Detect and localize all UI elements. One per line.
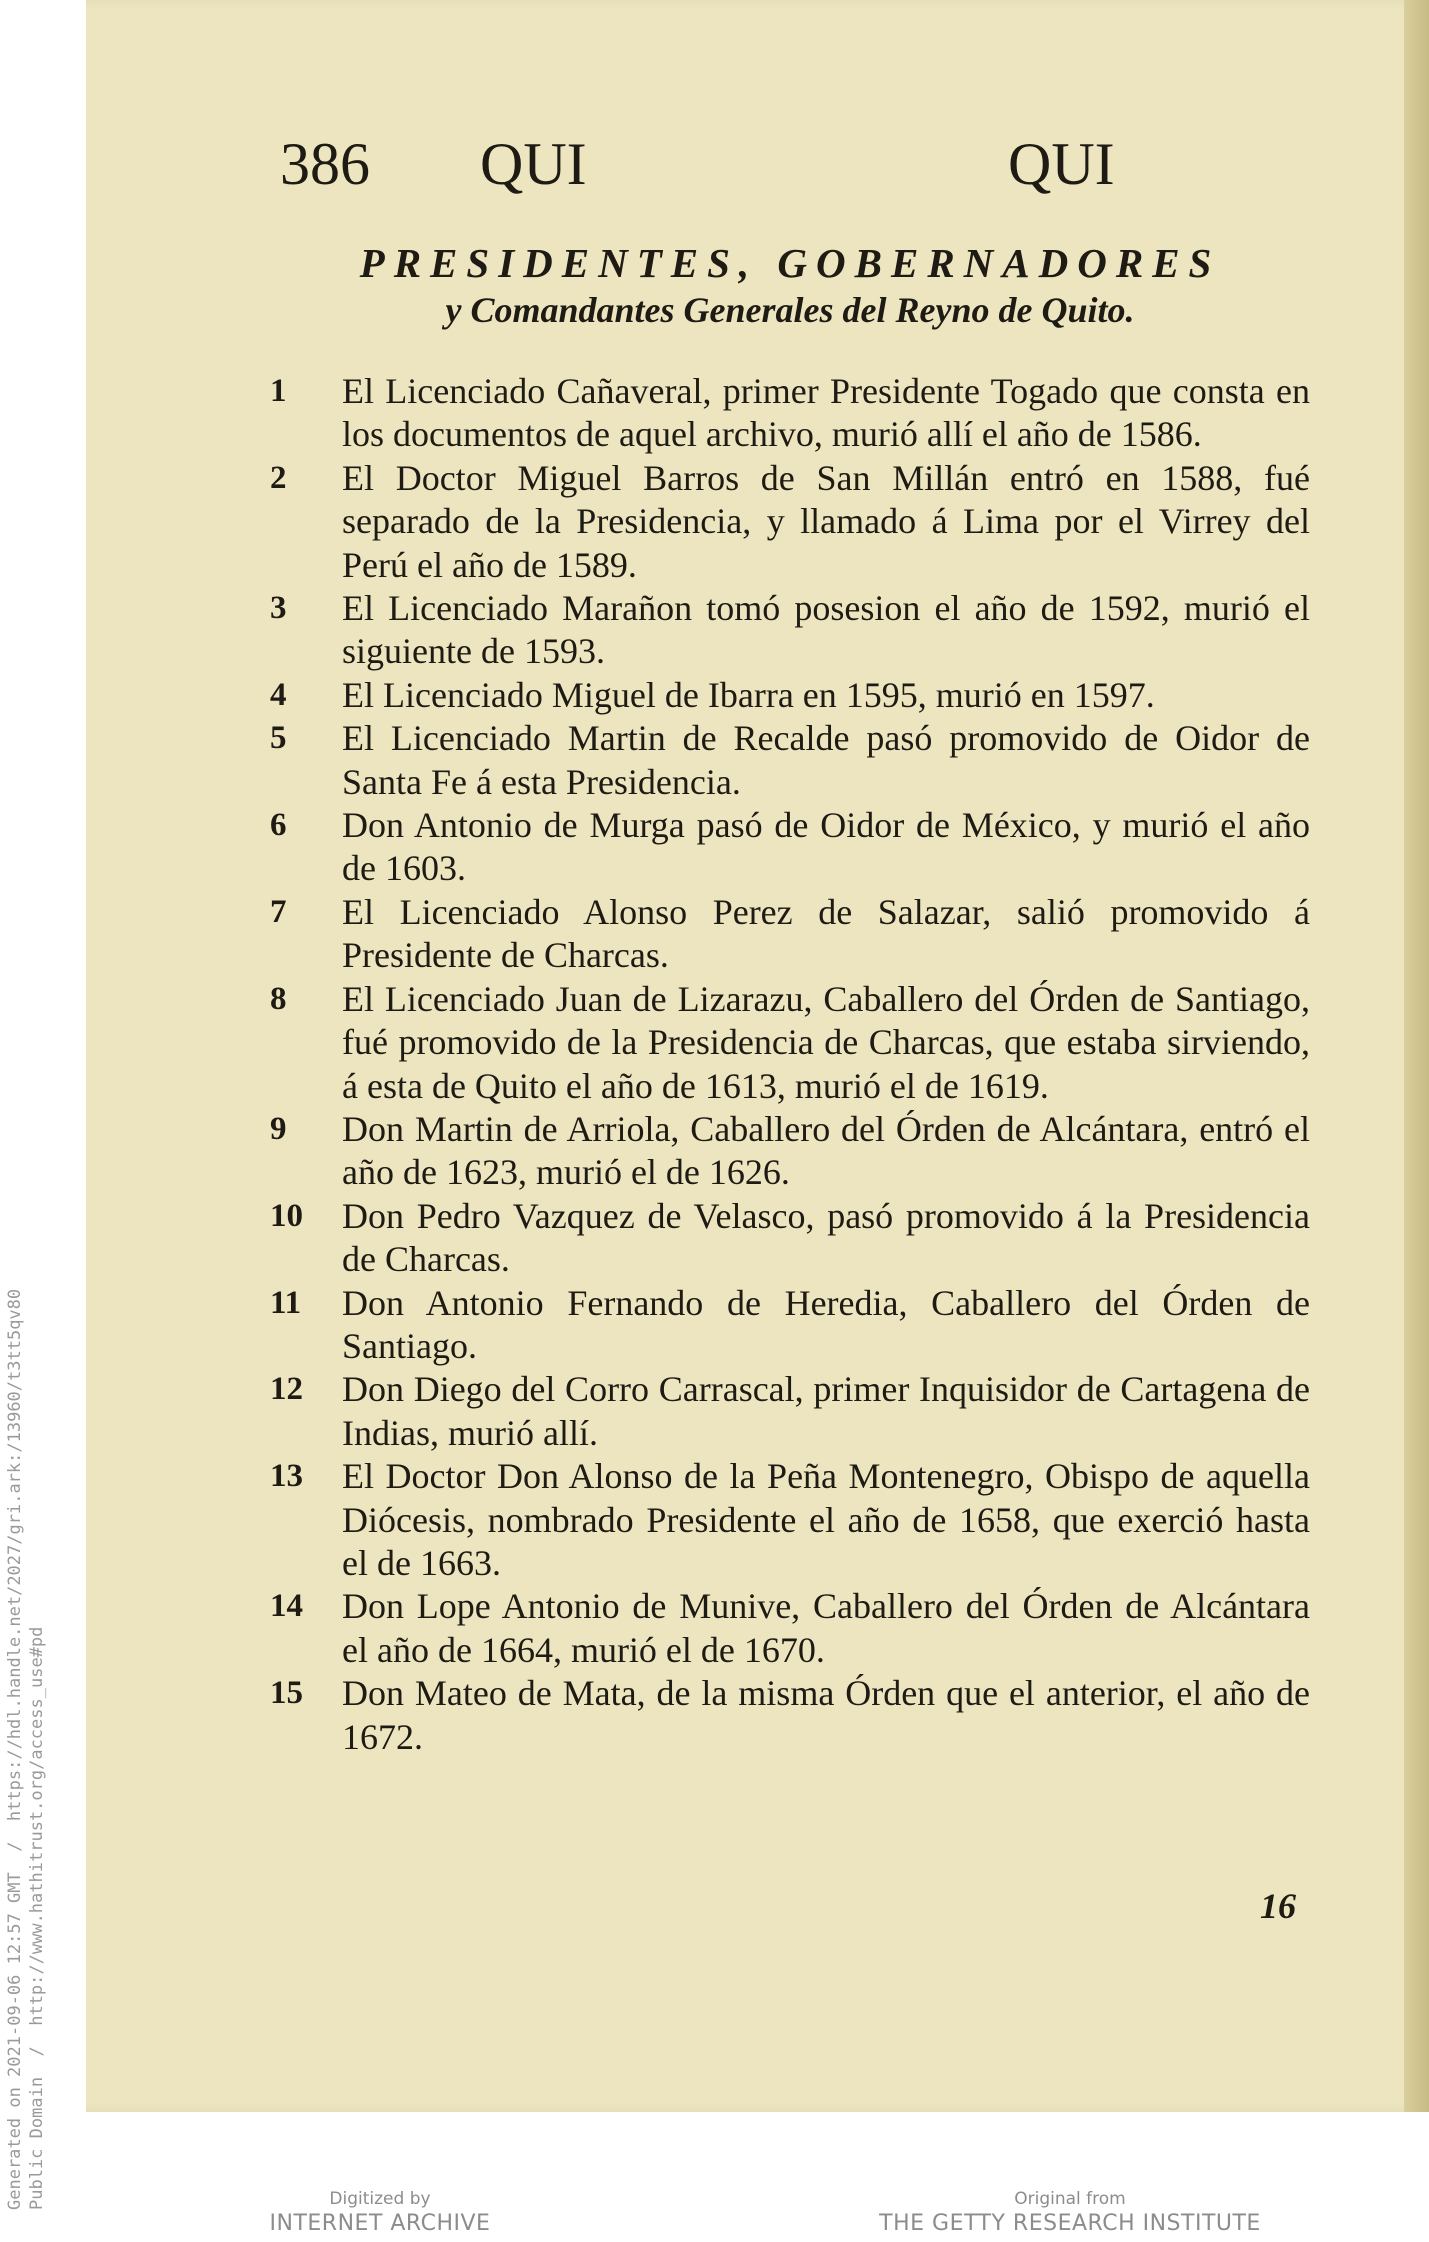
list-item: [270, 1282, 1310, 1369]
entry-text: El Licenciado Juan de Lizarazu, Caballero del Órden de Santiago, fué promovido de la Presidencia de Charcas, que estaba sirviendo, á esta de Quito el año de 1613, murió el de 1619.: [342, 978, 1310, 1106]
list-item: [270, 674, 1310, 717]
entry-number: 4: [270, 676, 287, 713]
section-title: [270, 238, 1310, 332]
entry-number: 10: [270, 1197, 303, 1234]
list-item: [270, 1108, 1310, 1195]
page-edge: [1404, 0, 1429, 2112]
section-title-line1: PRESIDENTES, GOBERNADORES: [359, 240, 1221, 286]
list-item: [270, 1368, 1310, 1455]
entry-number: 1: [270, 373, 287, 409]
entry-text: El Doctor Miguel Barros de San Millán entró en 1588, fué separado de la Presidencia, y llamado á Lima por el Virrey del Perú el año de 1589.: [342, 457, 1310, 585]
entry-text: El Doctor Don Alonso de la Peña Montenegro, Obispo de aquella Diócesis, nombrado Presidente el año de 1658, que exerció hasta el de 1663.: [342, 1456, 1310, 1583]
entry-number: 9: [270, 1110, 287, 1147]
entry-text: Don Mateo de Mata, de la misma Órden que el anterior, el año de 1672.: [342, 1673, 1310, 1757]
entry-text: Don Antonio de Murga pasó de Oidor de México, y murió el año de 1603.: [342, 805, 1310, 889]
entry-number: 13: [270, 1458, 303, 1495]
list-item: [270, 1672, 1310, 1759]
entry-number: 3: [270, 590, 287, 627]
entry-text: El Licenciado Miguel de Ibarra en 1595, murió en 1597.: [342, 674, 1155, 715]
entry-number: 5: [270, 720, 287, 757]
entry-number: 11: [270, 1284, 302, 1321]
catchword: 16: [1260, 1886, 1296, 1926]
entry-number: 15: [270, 1675, 303, 1712]
list-item: [270, 370, 1310, 457]
entry-number: 7: [270, 893, 287, 930]
entry-number: 14: [270, 1588, 303, 1625]
list-item: [270, 587, 1310, 674]
generated-stamp: [4, 1289, 48, 2210]
list-item: [270, 717, 1310, 804]
getty-label: THE GETTY RESEARCH INSTITUTE: [879, 2211, 1261, 2236]
section-title-line2: y Comandantes Generales del Reyno de Quito.: [445, 290, 1135, 330]
list-item: [270, 1585, 1310, 1672]
entry-text: Don Antonio Fernando de Heredia, Caballero del Órden de Santiago.: [342, 1282, 1310, 1366]
entry-text: El Licenciado Martin de Recalde pasó promovido de Oidor de Santa Fe á esta Presidencia.: [342, 718, 1310, 802]
page-number: 386: [280, 131, 370, 197]
running-head-right: QUI: [1008, 131, 1115, 197]
original-from-label: Original from: [1014, 2189, 1126, 2209]
entry-text: Don Martin de Arriola, Caballero del Órden de Alcántara, entró el año de 1623, murió el de 1626.: [342, 1108, 1310, 1193]
list-item: [270, 1455, 1310, 1585]
list-item: [270, 978, 1310, 1108]
digitized-by-label: Digitized by: [329, 2189, 431, 2209]
entry-number: 2: [270, 459, 287, 496]
entry-text: El Licenciado Alonso Perez de Salazar, salió promovido á Presidente de Charcas.: [342, 891, 1310, 976]
list-item: [270, 457, 1310, 587]
original-from-credit: [860, 2188, 1280, 2238]
list-item: [270, 891, 1310, 978]
entry-text: Don Pedro Vazquez de Velasco, pasó promovido á la Presidencia de Charcas.: [342, 1195, 1310, 1280]
generated-stamp-line1: Generated on 2021-09-06 12:57 GMT / https://hdl.handle.net/2027/gri.ark:/13960/t3tt5qv80: [5, 1288, 25, 2210]
list-item: [270, 804, 1310, 891]
entry-text: El Licenciado Marañon tomó posesion el año de 1592, murió el siguiente de 1593.: [342, 588, 1310, 672]
internet-archive-label: INTERNET ARCHIVE: [269, 2211, 491, 2236]
entry-text: Don Lope Antonio de Munive, Caballero del Órden de Alcántara el año de 1664, murió el de 1670.: [342, 1586, 1310, 1670]
generated-stamp-line2: Public Domain / http://www.hathitrust.org/access_use#pd: [27, 1626, 47, 2210]
entry-number: 12: [270, 1371, 303, 1408]
entry-text: Don Diego del Corro Carrascal, primer Inquisidor de Cartagena de Indias, murió allí.: [342, 1369, 1310, 1453]
entry-number: 8: [270, 980, 287, 1017]
list-item: [270, 1195, 1310, 1282]
digitized-by-credit: [230, 2188, 530, 2238]
running-head-left: QUI: [480, 131, 587, 197]
entry-number: 6: [270, 807, 287, 844]
entries-list: [270, 370, 1310, 1759]
entry-text: El Licenciado Cañaveral, primer Presidente Togado que consta en los documentos de aquel archivo, murió allí el año de 1586.: [342, 371, 1310, 455]
